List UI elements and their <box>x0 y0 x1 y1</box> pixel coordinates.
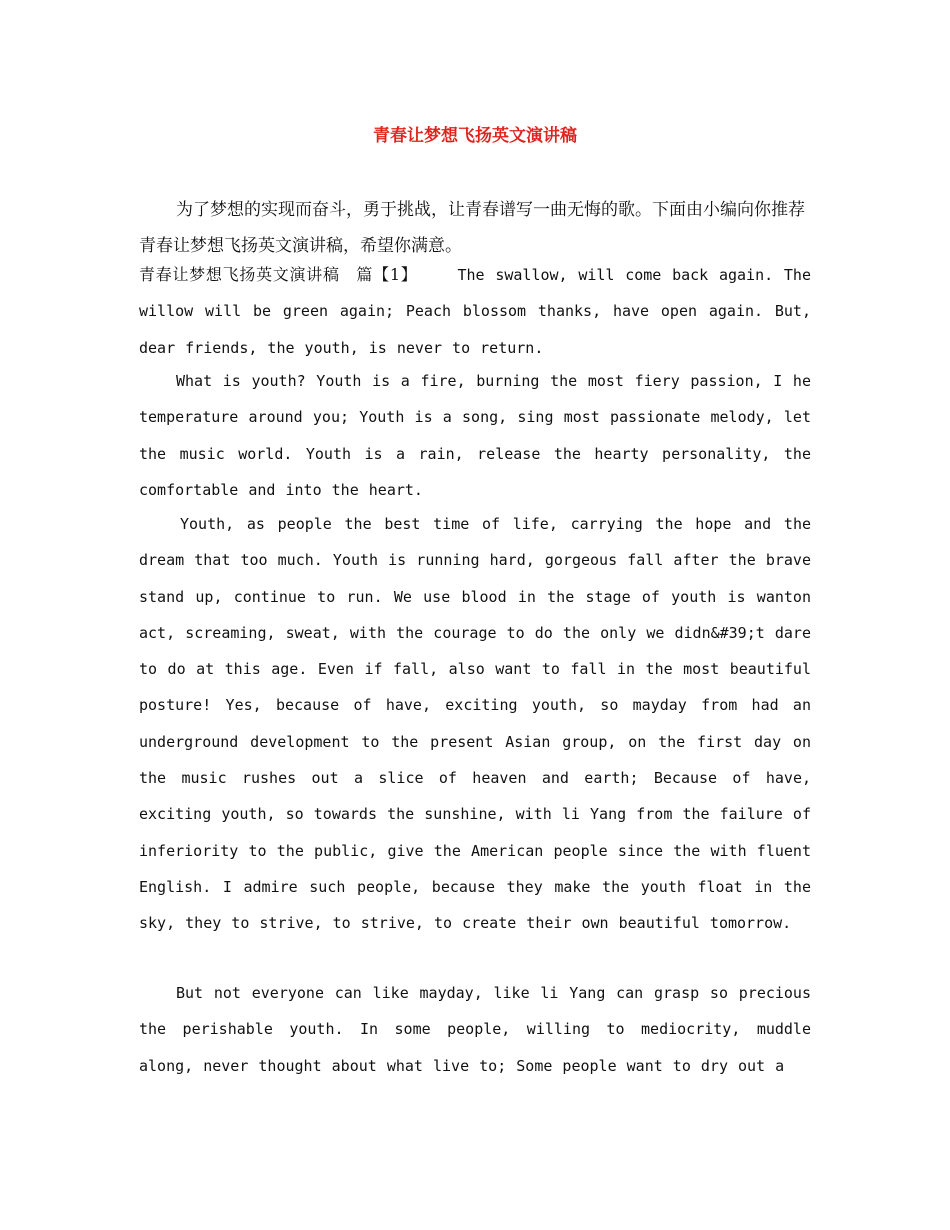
section-heading: 青春让梦想飞扬英文演讲稿 篇【1】 <box>139 265 418 284</box>
document-title: 青春让梦想飞扬英文演讲稿 <box>373 126 577 146</box>
paragraph-1-text: The swallow, will come back again. The willow will be green again; Peach blossom thanks, have open again. But, dear friends, the youth, is never to return. <box>139 266 811 357</box>
paragraph-3: Youth, as people the best time of life, carrying the hope and the dream that too much. Youth is running hard, gorgeous fall after the brave stand up, continue to run. We use blood in the stage of youth is wanton act, screaming, sweat, with the courage to do the only we didn&#39;t dare to do at this age. Even if fall, also want to fall in the most beautiful posture! Yes, because of have, exciting youth, so mayday from had an underground development to the present Asian group, on the first day on the music rushes out a slice of heaven and earth; Because of have, exciting youth, so towards the sunshine, with li Yang from the failure of inferiority to the public, give the American people since the with fluent English. I admire such people, because they make the youth float in the sky, they to strive, to strive, to create their own beautiful tomorrow. <box>139 515 811 933</box>
paragraph-2: What is youth? Youth is a fire, burning the most fiery passion, I he temperature around you; Youth is a song, sing most passionate melody, let the music world. Youth is a rain, release the hearty personality, the comfortable and into the heart. <box>139 372 811 499</box>
intro-paragraph: 为了梦想的实现而奋斗，勇于挑战，让青春谱写一曲无悔的歌。下面由小编向你推荐青春让梦想飞扬英文演讲稿，希望你满意。 <box>139 200 805 256</box>
paragraph-4: But not everyone can like mayday, like li Yang can grasp so precious the perishable youth. In some people, willing to mediocrity, muddle along, never thought about what live to; Some people want to dry out a <box>139 984 811 1075</box>
paragraph-1 <box>139 257 811 366</box>
